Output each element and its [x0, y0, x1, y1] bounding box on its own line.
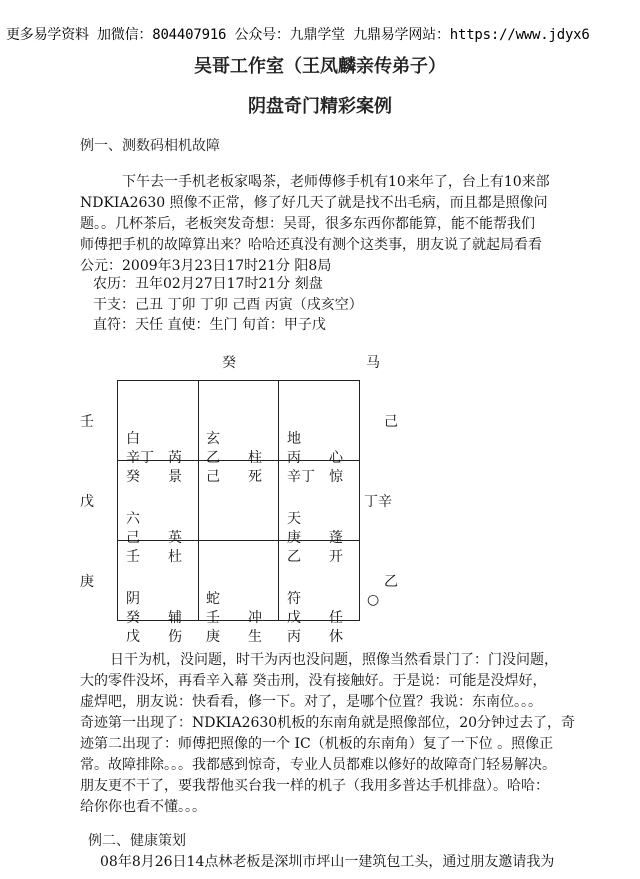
- intro-line: NDKIA2630 照像不正常，修了好几天了就是找不出毛病，而且都是照像问: [80, 195, 548, 211]
- grid-line: [198, 380, 199, 621]
- chart-cell: 符 戊 任 丙 休: [287, 591, 343, 645]
- analysis-line: 奇迹第一出现了：NDKIA2630机板的东南角就是照像部位，20分钟过去了，奇: [80, 715, 576, 731]
- ganzhi-line: 干支：己丑 丁卯 丁卯 己酉 丙寅（戌亥空）: [93, 297, 363, 313]
- example1-analysis: [80, 650, 610, 818]
- grid-line: [278, 380, 279, 621]
- analysis-line: 给你你也看不懂。。。: [80, 799, 206, 815]
- chart-top-label: 癸: [222, 355, 236, 371]
- chart-cell: 蛇 壬 冲 庚 生: [206, 591, 262, 645]
- chart-cell: 阴 癸 辅 戊 伤: [126, 591, 182, 645]
- example2-heading: 例二、健康策划: [88, 833, 186, 849]
- chart-left-label: 戊: [80, 494, 94, 510]
- chart-left-label: 庚: [80, 574, 94, 590]
- chart-circle-mark: ○: [367, 592, 380, 608]
- grid-line: [359, 380, 360, 621]
- nongli-line: 农历：丑年02月27日17时21分 刻盘: [93, 276, 323, 292]
- chart-right-label: 丁辛: [364, 494, 392, 510]
- chart-cell: 白 辛丁 芮 癸 景: [126, 431, 182, 485]
- zhifu-line: 直符：天任 直使：生门 旬首：甲子戊: [93, 317, 326, 333]
- analysis-line: 日干为机，没问题，时干为丙也没问题，照像当然看景门了：门没问题，: [110, 652, 558, 668]
- chart-top-label: 马: [366, 355, 380, 371]
- example2-first-line: 08年8月26日14点林老板是深圳市坪山一建筑包工头，通过朋友邀请我为: [100, 854, 555, 870]
- intro-line: 题。。几杯茶后，老板突发奇想：吴哥，很多东西你都能算，能不能帮我们: [80, 216, 535, 232]
- analysis-line: 虚焊吧，朋友说：快看看，修一下。对了，是哪个位置？我说：东南位。。。: [80, 694, 542, 710]
- chart-right-label: 己: [384, 414, 398, 430]
- intro-line: 公元：2009年3月23日17时21分 阳8局: [80, 258, 332, 274]
- analysis-line: 常。故障排除。。。我都感到惊奇，专业人员都难以修好的故障奇门轻易解决。: [80, 757, 556, 773]
- chart-right-label: 乙: [384, 574, 398, 590]
- analysis-line: 大的零件没坏，再看辛入幕 癸击刑，没有接触好。于是说：可能是没焊好，: [80, 673, 547, 689]
- document-subtitle: 阴盘奇门精彩案例: [248, 96, 392, 117]
- chart-cell: 六 己 英 壬 杜: [126, 511, 182, 565]
- example1-heading: 例一、测数码相机故障: [80, 138, 220, 154]
- analysis-line: 迹第二出现了：师傅把照像的一个 IC（机板的东南角）复了一下位 。照像正: [80, 736, 554, 752]
- grid-line: [117, 380, 118, 621]
- intro-line: 师傅把手机的故障算出来？哈哈还真没有测个这类事，朋友说了就起局看看: [80, 237, 542, 253]
- intro-line: 下午去一手机老板家喝茶，老师傅修手机有10来年了，台上有10来部: [122, 174, 550, 190]
- chart-left-label: 壬: [80, 414, 94, 430]
- chart-cell: 玄 乙 柱 己 死: [206, 431, 262, 485]
- grid-line: [117, 380, 360, 381]
- analysis-line: 朋友更不干了，要我帮他买台我一样的机子（我用多普达手机排盘）。哈哈：: [80, 778, 549, 794]
- example1-intro: [80, 172, 610, 277]
- chart-cell: 地 丙 心 辛丁 惊: [287, 431, 343, 485]
- top-banner: 更多易学资料 加微信：804407916 公众号：九鼎学堂 九鼎易学网站：https://www.jdyx6: [6, 27, 590, 43]
- chart-cell: 天 庚 蓬 乙 开: [287, 511, 343, 565]
- chart-cell-center: [206, 472, 224, 548]
- studio-title: 吴哥工作室（王凤麟亲传弟子）: [194, 56, 446, 77]
